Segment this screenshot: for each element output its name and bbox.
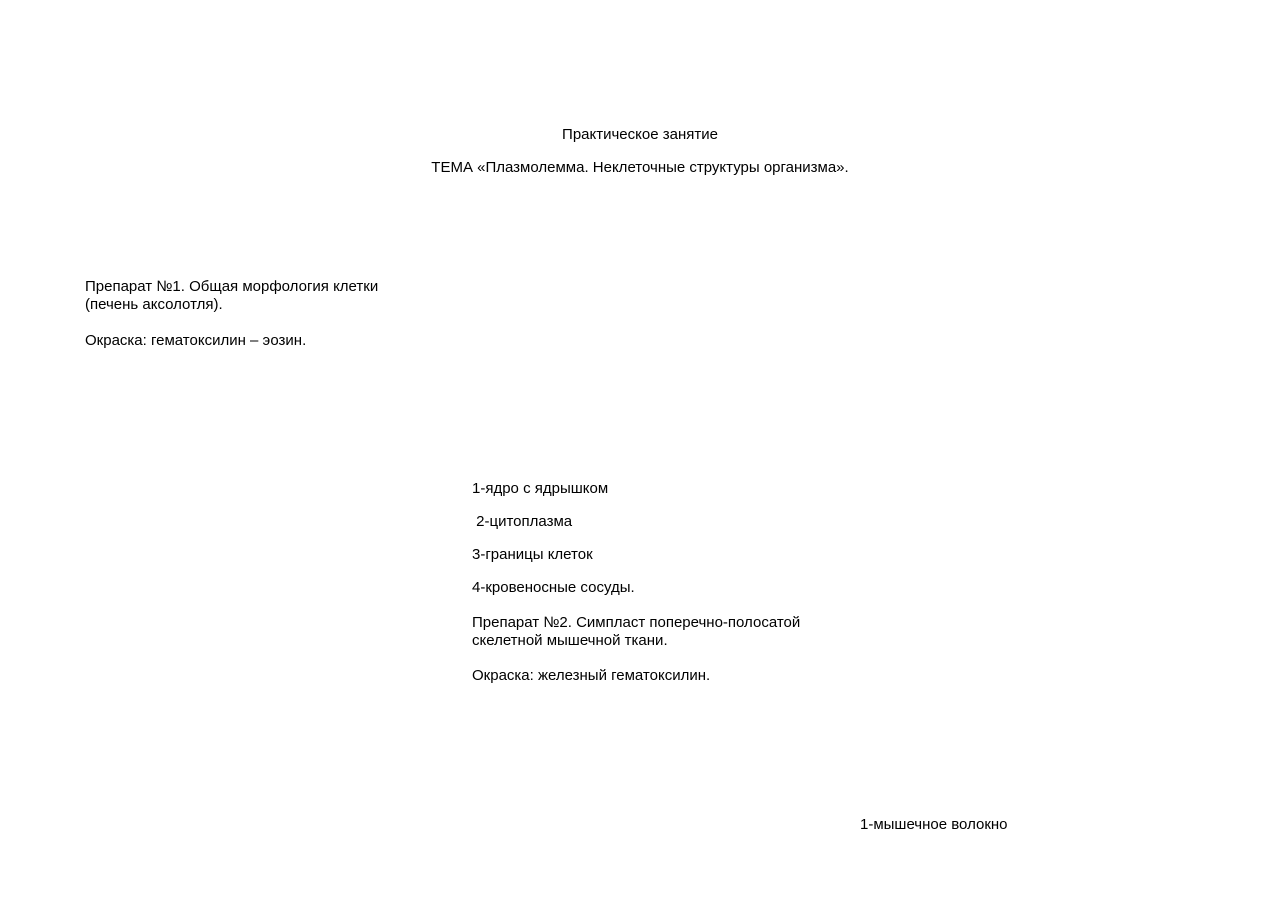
legend-1-item: 1-ядро с ядрышком	[472, 480, 609, 497]
legend-1-item: 4-кровеносные сосуды.	[472, 579, 635, 596]
preparation-2-block	[472, 614, 800, 685]
preparation-2-title-line-2: скелетной мышечной ткани.	[472, 632, 668, 649]
preparation-1-title-line-1: Препарат №1. Общая морфология клетки	[85, 278, 379, 295]
preparation-2-title-line-1: Препарат №2. Симпласт поперечно-полосатой	[472, 614, 801, 631]
legend-1-item: 3-границы клеток	[472, 546, 593, 563]
legend-2-item: 1-мышечное волокно	[860, 816, 1008, 833]
preparation-1-stain: Окраска: гематоксилин – эозин.	[85, 332, 307, 349]
legend-1-item: 2-цитоплазма	[472, 513, 573, 530]
page-topic: ТЕМА «Плазмолемма. Неклеточные структуры организма».	[431, 159, 849, 176]
preparation-1-block	[85, 278, 378, 350]
page-title: Практическое занятие	[562, 126, 718, 143]
preparation-1-title-line-2: (печень аксолотля).	[85, 296, 223, 313]
legend-1-block	[472, 480, 635, 597]
preparation-2-stain: Окраска: железный гематоксилин.	[472, 667, 711, 684]
